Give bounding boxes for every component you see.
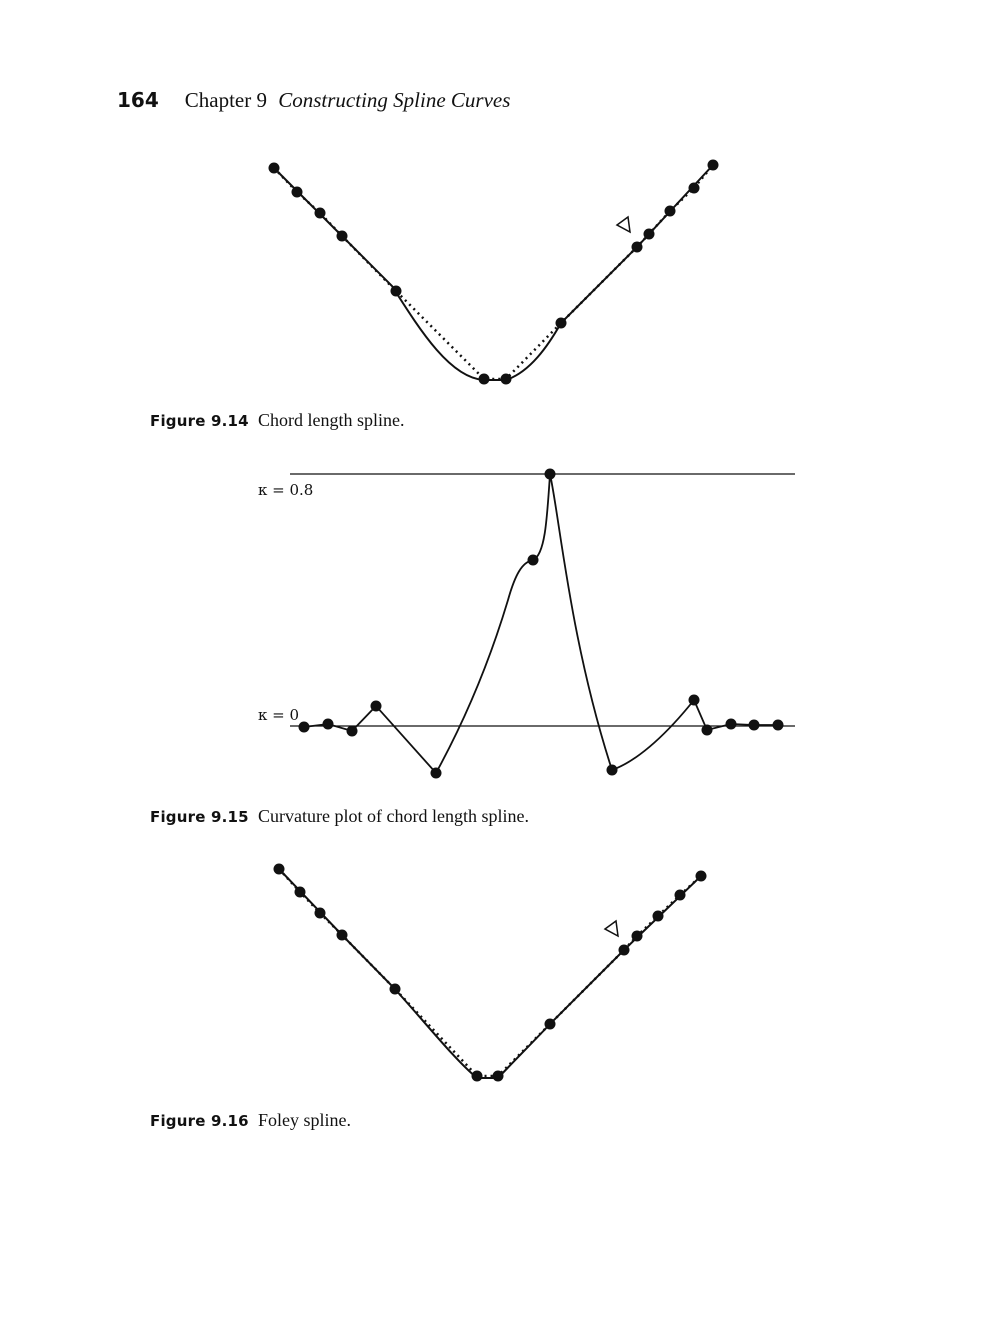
data-point xyxy=(545,1019,556,1030)
chapter-title: Constructing Spline Curves xyxy=(278,88,511,112)
figure-label: Figure 9.14 xyxy=(150,412,249,430)
kappa-upper-label: κ = 0.8 xyxy=(258,481,314,499)
triangle-marker-icon xyxy=(605,921,618,936)
figure-9-16-caption xyxy=(150,1110,351,1131)
data-point xyxy=(632,931,643,942)
data-point xyxy=(493,1071,504,1082)
figure-caption-text: Curvature plot of chord length spline. xyxy=(258,806,529,826)
figure-caption-text: Foley spline. xyxy=(258,1110,351,1130)
figure-caption-text: Chord length spline. xyxy=(258,410,405,430)
chapter-number: Chapter 9 xyxy=(184,88,267,112)
data-point xyxy=(315,908,326,919)
data-point xyxy=(274,864,285,875)
data-point xyxy=(295,887,306,898)
data-points xyxy=(274,864,707,1082)
figure-label: Figure 9.15 xyxy=(150,808,249,826)
data-point xyxy=(653,911,664,922)
data-point xyxy=(390,984,401,995)
data-point xyxy=(675,890,686,901)
page-number: 164 xyxy=(117,88,159,112)
data-point xyxy=(696,871,707,882)
kappa-zero-label: κ = 0 xyxy=(258,706,300,724)
spline-curve xyxy=(279,869,701,1078)
data-point xyxy=(337,930,348,941)
data-point xyxy=(472,1071,483,1082)
data-point xyxy=(619,945,630,956)
dotted-control-polygon xyxy=(279,869,701,1076)
figure-label: Figure 9.16 xyxy=(150,1112,249,1130)
